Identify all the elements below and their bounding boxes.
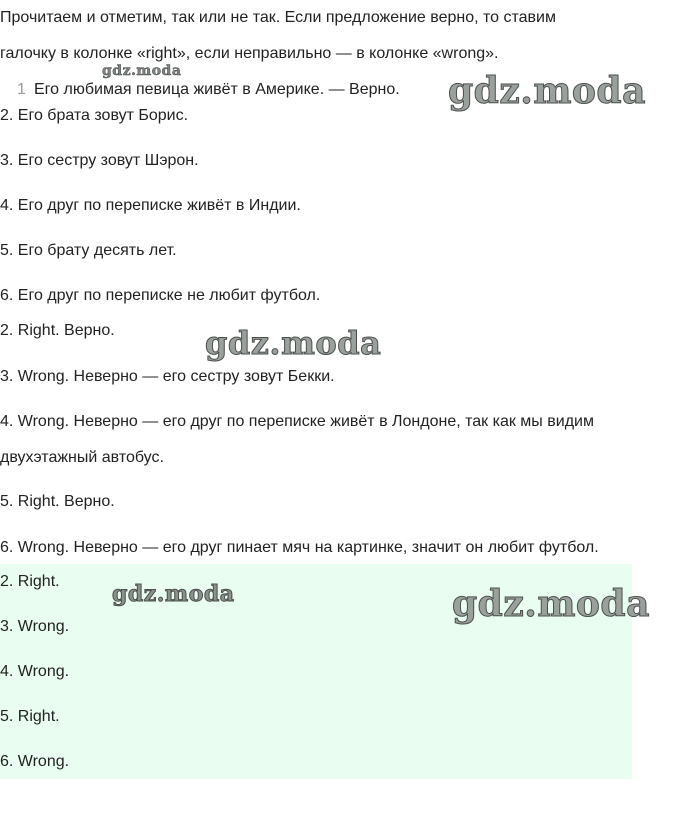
watermark-logo: gdz.moda [448,70,646,112]
intro-line-2: галочку в колонке «right», если неправильно — в колонке «wrong». [0,45,499,62]
watermark-logo: gdz.moda [205,324,382,362]
statement-item-3: 3. Его сестру зовут Шэрон. [0,152,199,169]
watermark-logo: gdz.moda [112,581,235,607]
watermark-logo: gdz.moda [102,63,182,79]
explanation-item-2: 2. Right. Верно. [0,322,115,339]
answer-item-2: 2. Right. [0,573,60,590]
answer-item-5: 5. Right. [0,708,60,725]
answers-block [0,564,632,779]
explanation-item-6: 6. Wrong. Неверно — его друг пинает мяч на картинке, значит он любит футбол. [0,539,599,556]
statement-item-1 [0,80,400,100]
watermark-logo: gdz.moda [452,583,650,625]
statement-number: 1 [17,81,26,98]
answer-item-3: 3. Wrong. [0,618,70,635]
answer-item-4: 4. Wrong. [0,663,70,680]
explanation-item-4-continuation: двухэтажный автобус. [0,449,164,466]
explanation-item-5: 5. Right. Верно. [0,493,115,510]
statement-text: Его любимая певица живёт в Америке. — Верно. [34,81,400,98]
statement-item-6: 6. Его друг по переписке не любит футбол. [0,287,321,304]
statement-item-2: 2. Его брата зовут Борис. [0,107,189,124]
statement-item-4: 4. Его друг по переписке живёт в Индии. [0,197,301,214]
answer-item-6: 6. Wrong. [0,753,70,770]
statement-item-5: 5. Его брату десять лет. [0,242,177,259]
explanation-item-3: 3. Wrong. Неверно — его сестру зовут Бекки. [0,368,335,385]
explanation-item-4: 4. Wrong. Неверно — его друг по переписке живёт в Лондоне, так как мы видим [0,413,594,430]
intro-line-1: Прочитаем и отметим, так или не так. Если предложение верно, то ставим [0,9,556,26]
